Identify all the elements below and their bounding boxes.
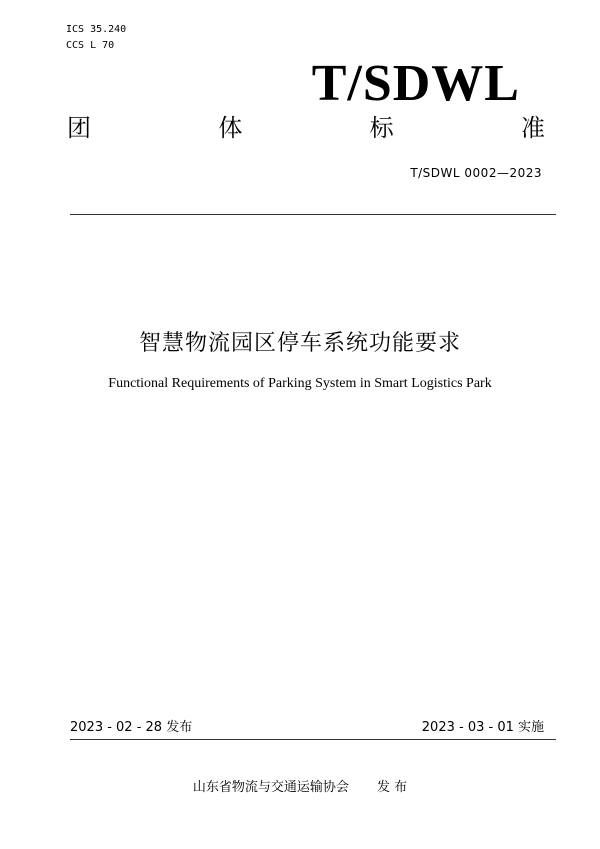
standard-type-char: 团	[67, 114, 91, 142]
document-title-english: Functional Requirements of Parking System in Smart Logistics Park	[108, 376, 492, 391]
standard-type-char: 标	[369, 114, 394, 142]
footer-divider	[70, 739, 556, 740]
standard-type	[67, 116, 545, 140]
document-title-chinese: 智慧物流园区停车系统功能要求	[138, 331, 461, 356]
standard-number: T/SDWL 0002—2023	[410, 166, 542, 180]
standard-type-char: 准	[520, 114, 545, 142]
issue-date: 2023 - 02 - 28 发布	[70, 720, 193, 735]
ccs-code: CCS L 70	[66, 40, 115, 51]
publisher-line	[0, 776, 600, 795]
publish-label: 发 布	[376, 780, 408, 795]
standard-type-char: 体	[218, 114, 243, 142]
ics-code: ICS 35.240	[66, 24, 127, 35]
standard-logo: T/SDWL	[311, 55, 520, 112]
implementation-date: 2023 - 03 - 01 实施	[421, 720, 544, 735]
header-divider	[70, 214, 556, 215]
publisher-name: 山东省物流与交通运输协会	[192, 780, 349, 795]
